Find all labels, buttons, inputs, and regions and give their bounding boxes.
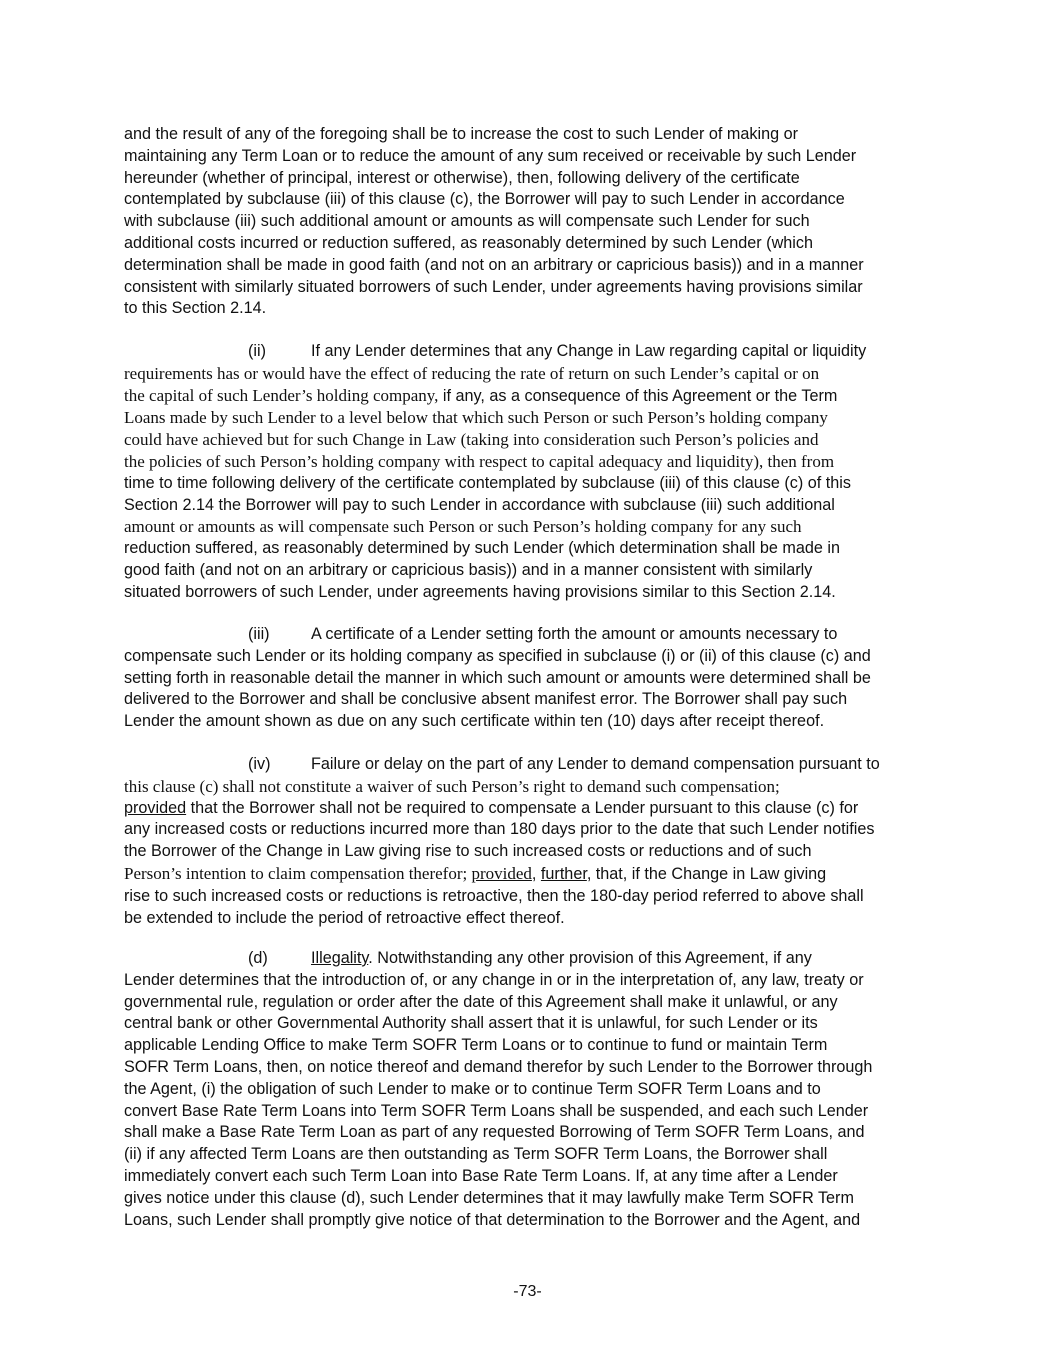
text-line: SOFR Term Loans, then, on notice thereof and demand therefor by such Lender to the Borrower through	[124, 1057, 873, 1076]
text-line: requirements has or would have the effect of reducing the rate of return on such Lender’s capital or on	[124, 363, 820, 383]
text-line: to this Section 2.14.	[124, 299, 267, 318]
text-line: any increased costs or reductions incurred more than 180 days prior to the date that such Lender notifies	[124, 820, 875, 839]
underlined-term: further	[540, 864, 587, 883]
clause-number: (d)	[248, 949, 268, 967]
text-line: convert Base Rate Term Loans into Term SOFR Term Loans shall be suspended, and each such Lender	[124, 1101, 869, 1120]
text-line	[124, 754, 924, 776]
text-line: contemplated by subclause (iii) of this clause (c), the Borrower will pay to such Lender in accordance	[124, 190, 845, 209]
text-line: rise to such increased costs or reductions is retroactive, then the 180-day period referred to above shall	[124, 886, 864, 905]
text-line: setting forth in reasonable detail the manner in which such amount or amounts were determined shall be	[124, 668, 871, 687]
text-span: Failure or delay on the part of any Lender to demand compensation pursuant to	[311, 755, 880, 773]
text-line: be extended to include the period of retroactive effect thereof.	[124, 908, 565, 927]
text-line: good faith (and not on an arbitrary or capricious basis)) and in a manner consistent with similarly	[124, 560, 813, 579]
text-line	[124, 624, 924, 646]
text-line: maintaining any Term Loan or to reduce the amount of any sum received or receivable by such Lender	[124, 146, 857, 165]
text-span: If any Lender determines that any Change in Law regarding capital or liquidity	[311, 342, 867, 360]
text-line: immediately convert each such Term Loan into Base Rate Term Loans. If, at any time after a Lender	[124, 1166, 838, 1185]
text-line: could have achieved but for such Change in Law (taking into consideration such Person’s policies and	[124, 430, 819, 450]
text-span: that the Borrower shall not be required to compensate a Lender pursuant to this clause (c) for	[186, 798, 859, 817]
text-line: time to time following delivery of the certificate contemplated by subclause (iii) of this clause (c) of this	[124, 473, 851, 492]
text-line: Loans, such Lender shall promptly give notice of that determination to the Borrower and the Agent, and	[124, 1210, 861, 1229]
text-line: Lender determines that the introduction of, or any change in or in the interpretation of, any law, treaty or	[124, 970, 864, 989]
text-span: ,	[531, 864, 541, 883]
paragraph-continuation	[124, 124, 924, 320]
text-span: . Notwithstanding any other provision of this Agreement, if any	[368, 949, 812, 967]
section-heading: Illegality	[311, 949, 369, 967]
text-line	[124, 863, 924, 886]
paragraph-iv	[124, 754, 924, 929]
text-line: applicable Lending Office to make Term SOFR Term Loans or to continue to fund or maintain Term	[124, 1036, 828, 1055]
text-line: reduction suffered, as reasonably determined by such Lender (which determination shall be made in	[124, 539, 840, 558]
text-line: central bank or other Governmental Authority shall assert that it is unlawful, for such Lender or its	[124, 1014, 818, 1033]
clause-number: (ii)	[248, 342, 266, 360]
paragraph-ii	[124, 341, 924, 604]
text-line: the Agent, (i) the obligation of such Lender to make or to continue Term SOFR Term Loans and to	[124, 1079, 821, 1098]
text-line: determination shall be made in good faith (and not on an arbitrary or capricious basis)) and in a manner	[124, 255, 864, 274]
text-line: Loans made by such Lender to a level below that which such Person or such Person’s holding company	[124, 408, 828, 428]
text-line: governmental rule, regulation or order after the date of this Agreement shall make it unlawful, or any	[124, 992, 838, 1011]
text-line: with subclause (iii) such additional amount or amounts as will compensate such Lender for such	[124, 212, 810, 231]
page-number: -73-	[513, 1283, 542, 1300]
text-line	[124, 385, 924, 408]
text-line	[124, 341, 924, 363]
text-line: compensate such Lender or its holding company as specified in subclause (i) or (ii) of this clause (c) and	[124, 646, 871, 665]
text-line: (ii) if any affected Term Loans are then outstanding as Term SOFR Term Loans, the Borrower shall	[124, 1145, 828, 1164]
clause-number: (iv)	[248, 755, 271, 773]
text-line: hereunder (whether of principal, interest or otherwise), then, following delivery of the certificate	[124, 168, 800, 187]
text-line: amount or amounts as will compensate such Person or such Person’s holding company for any such	[124, 517, 802, 537]
text-line: situated borrowers of such Lender, under agreements having provisions similar to this Section 2.14.	[124, 582, 836, 601]
text-line: additional costs incurred or reduction suffered, as reasonably determined by such Lender (which	[124, 233, 813, 252]
underlined-term: provided	[471, 863, 532, 883]
text-line: the policies of such Person’s holding company with respect to capital adequacy and liquidity), then from	[124, 451, 835, 471]
text-line: the Borrower of the Change in Law giving rise to such increased costs or reductions and of such	[124, 842, 812, 861]
text-line: this clause (c) shall not constitute a waiver of such Person’s right to demand such compensation;	[124, 776, 780, 796]
text-line	[124, 948, 924, 970]
paragraph-d-illegality	[124, 948, 924, 1231]
text-span: Person’s intention to claim compensation therefor;	[124, 863, 472, 883]
text-span: , that, if the Change in Law giving	[586, 864, 827, 883]
text-line	[124, 798, 924, 820]
text-line: gives notice under this clause (d), such Lender determines that it may lawfully make Term SOFR Term	[124, 1188, 854, 1207]
text-span: the capital of such Lender’s holding company,	[124, 385, 439, 405]
text-line: Section 2.14 the Borrower will pay to such Lender in accordance with subclause (iii) such additional	[124, 495, 835, 514]
underlined-term: provided	[124, 798, 187, 817]
text-line: delivered to the Borrower and shall be conclusive absent manifest error. The Borrower shall pay such	[124, 690, 848, 709]
text-line: and the result of any of the foregoing shall be to increase the cost to such Lender of making or	[124, 125, 798, 143]
text-line: Lender the amount shown as due on any such certificate within ten (10) days after receipt thereof.	[124, 712, 825, 731]
text-line: consistent with similarly situated borrowers of such Lender, under agreements having provisions similar	[124, 277, 863, 296]
text-span: if any, as a consequence of this Agreement or the Term	[438, 386, 838, 405]
paragraph-iii	[124, 624, 924, 733]
clause-number: (iii)	[248, 625, 270, 643]
text-span: A certificate of a Lender setting forth the amount or amounts necessary to	[311, 625, 838, 643]
text-line: shall make a Base Rate Term Loan as part of any requested Borrowing of Term SOFR Term Loans, and	[124, 1123, 865, 1142]
